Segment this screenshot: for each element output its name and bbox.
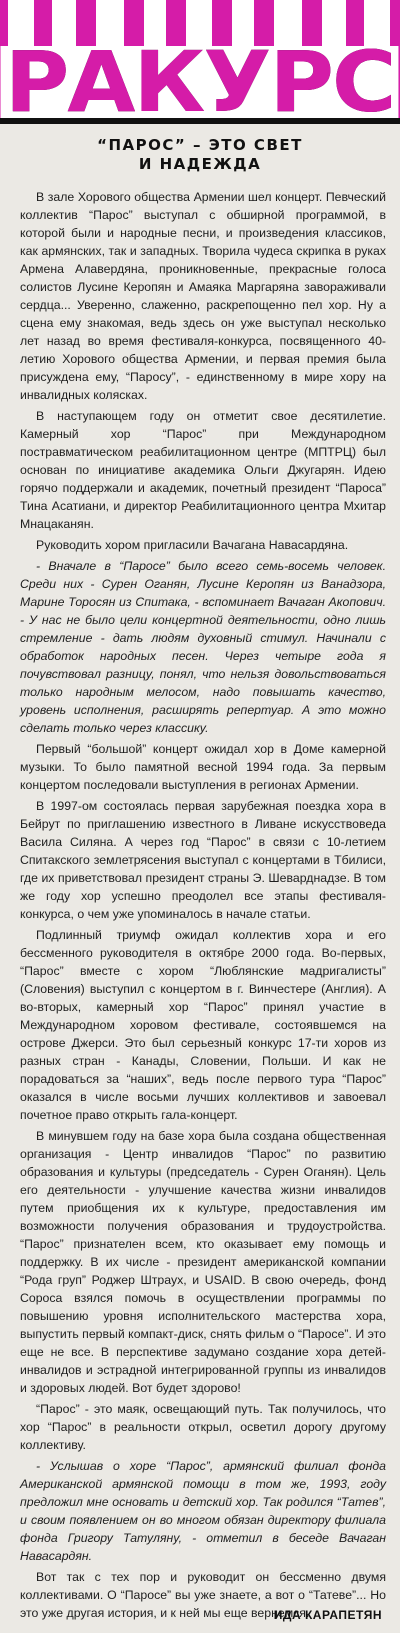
paragraph: “Парос” - это маяк, освещающий путь. Так получилось, что хор “Парос” в реальности открыл, осветил дорогу другому коллективу. [20, 1402, 386, 1452]
masthead-rule [0, 118, 400, 124]
paragraph: Подлинный триумф ожидал коллектив хора и его бессменного руководителя в октябре 2000 года. Во-первых, “Парос” вместе с хором “Люблянские мадригалисты” (Словения) выступил с концертом в г. Винчестере (Англия). А во-вторых, камерный хор “Парос” принял участие в Международном хоровом фестивале, состоявшемся на острове Джерси. Это был серьезный конкурс 17-ти хоров из разных стран - Канады, Словении, Польши. И как не порадоваться за “наших”, ведь после первого тура “Парос” оказался в числе восьми лучших коллективов и завоевал почетное право открыть гала-концерт. [20, 928, 386, 1122]
paragraph: Вот так с тех пор и руководит он бессменно двумя коллективами. О “Паросе” вы уже знаете, а вот о “Татеве”... Но это уже другая история, и к ней мы еще вернемся. [20, 1570, 386, 1620]
paragraph: В наступающем году он отметит свое десятилетие. Камерный хор “Парос” при Международном постравматическом реабилитационном центре (МПТРЦ) был основан по инициативе академика Ольги Джугарян. Идею горячо поддержали и академик, почетный президент “Пароса” Тина Асатиани, и директор Реабилитационного центра Мхитар Мнацаканян. [20, 409, 386, 531]
paragraph: Руководить хором пригласили Вачагана Навасардяна. [36, 538, 349, 552]
article-title [0, 136, 400, 174]
paragraph: В 1997-ом состоялась первая зарубежная поездка хора в Бейрут по приглашению известного в Ливане искусствоведа Васила Силяна. А через год “Парос” в связи с 10-летием Спитакского землетрясения выступал с концертами в Тбилиси, где их приветствовал президент страны Э. Шеварднадзе. В том же году хор успешно преодолел все этапы фестиваля-конкурса, о чем уже упоминалось в начале статьи. [20, 799, 386, 921]
article-body [20, 188, 386, 1625]
paragraph: В зале Хорового общества Армении шел концерт. Певческий коллектив “Парос” выступал с обширной программой, в которой были и народные песни, и произведения классиков, как армянских, так и западных. Творила чудеса скрипка в руках Армена Алавердяна, проникновенные, прекрасные голоса солистов Лусине Керопян и Амаяка Маргаряна завораживали сердца... Уверенно, слаженно, раскрепощенно пел хор. Ну а сцена ему знакомая, ведь здесь он уже выступал несколько лет назад во время фестиваля-конкурса, посвященного 40-летию Хорового общества Армении, и первая премия была присуждена ему, “Паросу”, - единственному в мире хору на инвалидных колясках. [20, 190, 386, 402]
paragraph: Первый “большой” концерт ожидал хор в Доме камерной музыки. То было памятной весной 1994 года. За первым концертом последовали выступления в регионах Армении. [20, 742, 386, 792]
quote-paragraph: - Услышав о хоре “Парос”, армянский филиал фонда Американской армянской помощи в том же, 1993, году предложил мне основать и детский хор. Так родился “Татев”, и своим появлением он во многом обязан директору филиала фонда Григору Татуляну, - отметил в беседе Вачаган Навасардян. [20, 1459, 386, 1563]
title-line-1: “ПАРОС” – ЭТО СВЕТ [97, 136, 303, 154]
rubric-masthead [0, 0, 400, 118]
quote-paragraph: - Вначале в “Паросе” было всего семь-восемь человек. Среди них - Сурен Оганян, Лусине Керопян из Ванадзора, Марине Торосян из Спитака, - вспоминает Вачаган Акопович. - У нас не было цели концертной деятельности, одно лишь стремление - дать людям духовный стимул. Начинали с обработок народных песен. Через четыре года я почувствовал разницу, понял, что нельзя довольствоваться только народным мелосом, надо повышать качество, уровень исполнения, расширять репертуар. А это можно сделать только через классику. [20, 559, 386, 735]
title-line-2: И НАДЕЖДА [138, 155, 262, 173]
author-signature: ИДА КАРАПЕТЯН [273, 1608, 382, 1622]
rubric-title: РАКУРС [0, 46, 400, 118]
paragraph: В минувшем году на базе хора была создана общественная организация - Центр инвалидов “Парос” по развитию образования и культуры (председатель - Сурен Оганян). Цель его деятельности - улучшение качества жизни инвалидов путем приобщения их к культуре, предоставления им возможности получения образования и трудоустройства. “Парос” признателен всем, кто оказывает ему помощь и поддержку. В их числе - президент американской компании “Рода груп” Роджер Штраух, и USAID. В свою очередь, фонд Сороса взялся помочь в осуществлении программы по повышению уровня исполнительского мастерства хора, выпустить первый компакт-диск, снять фильм о “Паросе”. И это еще не все. В перспективе задумано создание хора детей-инвалидов и эстрадной интегрированной группы из инвалидов и здоровых людей. Вот будет здорово! [20, 1129, 386, 1395]
